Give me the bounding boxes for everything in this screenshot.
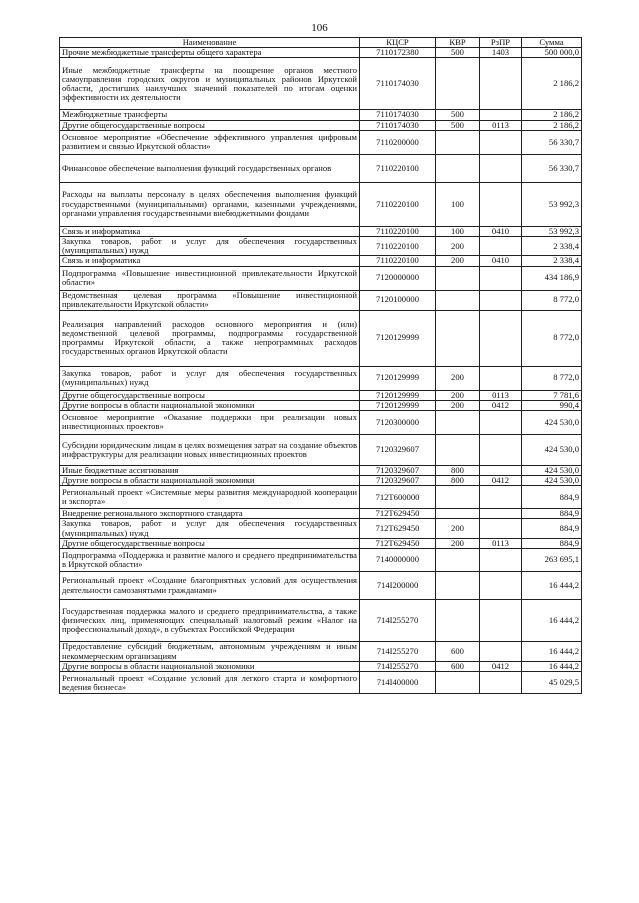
table-row <box>60 120 582 130</box>
cell-rzpr: 0412 <box>480 662 522 672</box>
cell-kcsr: 712T629450 <box>360 538 436 548</box>
table-row <box>60 266 582 290</box>
cell-name: Субсидии юридическим лицам в целях возмещения затрат на создание объектов инфраструктуры для реализации новых инвестиционных проектов <box>60 434 360 465</box>
cell-sum: 56 330,7 <box>522 130 582 154</box>
cell-rzpr: 0410 <box>480 226 522 236</box>
cell-kvr: 200 <box>436 519 480 538</box>
cell-kvr: 100 <box>436 182 480 226</box>
cell-kcsr: 7110174030 <box>360 110 436 120</box>
cell-rzpr <box>480 642 522 662</box>
cell-name: Иные межбюджетные трансферты на поощрение органов местного самоуправления городских округов и муниципальных районов Иркутской области, достигших наилучших значений показателей по итогам оценки эффективности их деятельности <box>60 58 360 110</box>
cell-name: Прочие межбюджетные трансферты общего характера <box>60 48 360 58</box>
cell-kcsr: 7120100000 <box>360 290 436 310</box>
cell-name: Региональный проект «Создание благоприятных условий для осуществления деятельности самозанятыми гражданами» <box>60 572 360 600</box>
cell-sum: 16 444,2 <box>522 642 582 662</box>
cell-sum: 2 186,2 <box>522 120 582 130</box>
cell-kvr <box>436 266 480 290</box>
cell-kcsr: 714I255270 <box>360 600 436 642</box>
cell-rzpr <box>480 310 522 366</box>
cell-name: Другие вопросы в области национальной экономики <box>60 662 360 672</box>
table-row <box>60 236 582 255</box>
table-row <box>60 182 582 226</box>
cell-sum: 263 695,1 <box>522 549 582 572</box>
cell-sum: 56 330,7 <box>522 154 582 182</box>
cell-rzpr <box>480 236 522 255</box>
cell-kvr <box>436 58 480 110</box>
cell-rzpr <box>480 434 522 465</box>
cell-kvr: 600 <box>436 662 480 672</box>
cell-rzpr: 0412 <box>480 400 522 410</box>
header-name: Наименование <box>60 38 360 48</box>
cell-rzpr <box>480 58 522 110</box>
page-number: 106 <box>311 22 328 34</box>
cell-sum: 434 186,9 <box>522 266 582 290</box>
cell-name: Связь и информатика <box>60 256 360 266</box>
cell-sum: 16 444,2 <box>522 662 582 672</box>
cell-sum: 884,9 <box>522 538 582 548</box>
cell-sum: 2 186,2 <box>522 110 582 120</box>
table-row <box>60 226 582 236</box>
cell-rzpr <box>480 519 522 538</box>
table-row <box>60 434 582 465</box>
cell-name: Закупка товаров, работ и услуг для обеспечения государственных (муниципальных) нужд <box>60 366 360 390</box>
cell-kcsr: 7110172380 <box>360 48 436 58</box>
budget-table <box>59 37 582 694</box>
table-row <box>60 519 582 538</box>
cell-name: Реализация направлений расходов основного мероприятия и (или) ведомственной целевой программы, подпрограммы государственной программы Иркутской области, а также непрограммных расходов государственных органов Иркутской области <box>60 310 360 366</box>
cell-rzpr <box>480 672 522 694</box>
cell-rzpr <box>480 572 522 600</box>
cell-kvr: 600 <box>436 642 480 662</box>
cell-kvr <box>436 434 480 465</box>
cell-kcsr: 7120129999 <box>360 366 436 390</box>
cell-kvr: 200 <box>436 390 480 400</box>
cell-name: Государственная поддержка малого и среднего предпринимательства, а также физических лиц, применяющих специальный налоговый режим «Налог на профессиональный доход», в субъектах Российской Федерации <box>60 600 360 642</box>
cell-kcsr: 7120329607 <box>360 465 436 475</box>
header-kvr: КВР <box>436 38 480 48</box>
cell-kcsr: 712T629450 <box>360 509 436 519</box>
cell-kvr <box>436 310 480 366</box>
table-row <box>60 390 582 400</box>
cell-kvr <box>436 154 480 182</box>
cell-kcsr: 7110220100 <box>360 182 436 226</box>
cell-kcsr: 7110220100 <box>360 256 436 266</box>
table-row <box>60 366 582 390</box>
cell-rzpr <box>480 366 522 390</box>
cell-kvr <box>436 600 480 642</box>
cell-rzpr <box>480 266 522 290</box>
cell-kcsr: 7120129999 <box>360 310 436 366</box>
cell-rzpr <box>480 110 522 120</box>
table-row <box>60 672 582 694</box>
cell-sum: 884,9 <box>522 509 582 519</box>
header-rzpr: РзПР <box>480 38 522 48</box>
cell-kvr: 200 <box>436 400 480 410</box>
cell-sum: 8 772,0 <box>522 310 582 366</box>
cell-kvr: 100 <box>436 226 480 236</box>
cell-kvr: 800 <box>436 465 480 475</box>
cell-sum: 2 186,2 <box>522 58 582 110</box>
cell-rzpr <box>480 509 522 519</box>
cell-sum: 2 338,4 <box>522 256 582 266</box>
table-row <box>60 538 582 548</box>
table-row <box>60 549 582 572</box>
cell-sum: 884,9 <box>522 486 582 509</box>
cell-name: Подпрограмма «Повышение инвестиционной привлекательности Иркутской области» <box>60 266 360 290</box>
table-row <box>60 310 582 366</box>
cell-kvr <box>436 410 480 434</box>
header-kcsr: КЦСР <box>360 38 436 48</box>
cell-kvr <box>436 672 480 694</box>
table-row <box>60 600 582 642</box>
cell-name: Основное мероприятие «Обеспечение эффективного управления цифровым развитием и связью Иркутской области» <box>60 130 360 154</box>
cell-kvr: 500 <box>436 48 480 58</box>
table-row <box>60 130 582 154</box>
cell-sum: 424 530,0 <box>522 410 582 434</box>
cell-name: Ведомственная целевая программа «Повышение инвестиционной привлекательности Иркутской области» <box>60 290 360 310</box>
cell-name: Основное мероприятие «Оказание поддержки при реализации новых инвестиционных проектов» <box>60 410 360 434</box>
cell-name: Региональный проект «Создание условий для легкого старта и комфортного ведения бизнеса» <box>60 672 360 694</box>
cell-sum: 53 992,3 <box>522 182 582 226</box>
cell-kvr: 800 <box>436 476 480 486</box>
cell-sum: 2 338,4 <box>522 236 582 255</box>
cell-kcsr: 7110174030 <box>360 58 436 110</box>
cell-sum: 16 444,2 <box>522 572 582 600</box>
table-row <box>60 662 582 672</box>
cell-sum: 45 029,5 <box>522 672 582 694</box>
cell-rzpr: 0410 <box>480 256 522 266</box>
cell-kvr: 200 <box>436 366 480 390</box>
table-row <box>60 572 582 600</box>
table-row <box>60 410 582 434</box>
cell-kcsr: 7120329607 <box>360 476 436 486</box>
cell-kvr <box>436 572 480 600</box>
cell-kvr: 500 <box>436 110 480 120</box>
cell-kvr: 200 <box>436 236 480 255</box>
cell-name: Закупка товаров, работ и услуг для обеспечения государственных (муниципальных) нужд <box>60 236 360 255</box>
cell-kcsr: 712T600000 <box>360 486 436 509</box>
cell-kcsr: 7120329607 <box>360 434 436 465</box>
cell-sum: 990,4 <box>522 400 582 410</box>
cell-name: Межбюджетные трансферты <box>60 110 360 120</box>
cell-kcsr: 712T629450 <box>360 519 436 538</box>
cell-rzpr: 0113 <box>480 120 522 130</box>
table-row <box>60 154 582 182</box>
table-row <box>60 486 582 509</box>
cell-kcsr: 7110200000 <box>360 130 436 154</box>
cell-rzpr <box>480 130 522 154</box>
table-row <box>60 642 582 662</box>
cell-name: Закупка товаров, работ и услуг для обеспечения государственных (муниципальных) нужд <box>60 519 360 538</box>
cell-kcsr: 7110220100 <box>360 154 436 182</box>
cell-rzpr <box>480 182 522 226</box>
cell-name: Иные бюджетные ассигнования <box>60 465 360 475</box>
cell-rzpr <box>480 154 522 182</box>
cell-kcsr: 7120129999 <box>360 400 436 410</box>
cell-sum: 424 530,0 <box>522 434 582 465</box>
table-row <box>60 48 582 58</box>
cell-kcsr: 7140000000 <box>360 549 436 572</box>
cell-kcsr: 7120000000 <box>360 266 436 290</box>
cell-rzpr <box>480 549 522 572</box>
cell-sum: 8 772,0 <box>522 366 582 390</box>
table-row <box>60 256 582 266</box>
table-header-row <box>60 38 582 48</box>
cell-kcsr: 714I400000 <box>360 672 436 694</box>
cell-sum: 884,9 <box>522 519 582 538</box>
cell-kcsr: 714I200000 <box>360 572 436 600</box>
cell-kvr: 200 <box>436 538 480 548</box>
cell-rzpr: 0113 <box>480 390 522 400</box>
cell-rzpr: 0113 <box>480 538 522 548</box>
cell-name: Расходы на выплаты персоналу в целях обеспечения выполнения функций государственными (муниципальными) органами, казенными учреждениями, органами управления государственными внебюджетными фондами <box>60 182 360 226</box>
cell-sum: 424 530,0 <box>522 465 582 475</box>
cell-kvr <box>436 509 480 519</box>
cell-rzpr: 0412 <box>480 476 522 486</box>
header-sum: Сумма <box>522 38 582 48</box>
cell-kcsr: 7110220100 <box>360 226 436 236</box>
cell-name: Региональный проект «Системные меры развития международной кооперации и экспорта» <box>60 486 360 509</box>
cell-name: Другие общегосударственные вопросы <box>60 390 360 400</box>
cell-sum: 7 781,6 <box>522 390 582 400</box>
cell-kvr <box>436 130 480 154</box>
cell-kvr <box>436 290 480 310</box>
table-row <box>60 476 582 486</box>
cell-kcsr: 714I255270 <box>360 662 436 672</box>
cell-name: Подпрограмма «Поддержка и развитие малого и среднего предпринимательства в Иркутской области» <box>60 549 360 572</box>
cell-kcsr: 7110174030 <box>360 120 436 130</box>
cell-sum: 500 000,0 <box>522 48 582 58</box>
cell-rzpr <box>480 290 522 310</box>
table-row <box>60 110 582 120</box>
cell-rzpr <box>480 600 522 642</box>
table-row <box>60 465 582 475</box>
cell-rzpr <box>480 486 522 509</box>
table-row <box>60 400 582 410</box>
cell-kcsr: 7120300000 <box>360 410 436 434</box>
cell-sum: 16 444,2 <box>522 600 582 642</box>
cell-kcsr: 7110220100 <box>360 236 436 255</box>
cell-name: Внедрение регионального экспортного стандарта <box>60 509 360 519</box>
cell-rzpr <box>480 465 522 475</box>
cell-name: Связь и информатика <box>60 226 360 236</box>
cell-kvr <box>436 549 480 572</box>
table-row <box>60 58 582 110</box>
cell-sum: 53 992,3 <box>522 226 582 236</box>
cell-rzpr <box>480 410 522 434</box>
cell-kcsr: 714I255270 <box>360 642 436 662</box>
cell-name: Другие вопросы в области национальной экономики <box>60 400 360 410</box>
table-row <box>60 509 582 519</box>
cell-kcsr: 7120129999 <box>360 390 436 400</box>
cell-kvr: 500 <box>436 120 480 130</box>
cell-sum: 8 772,0 <box>522 290 582 310</box>
cell-kvr: 200 <box>436 256 480 266</box>
cell-name: Другие вопросы в области национальной экономики <box>60 476 360 486</box>
cell-kvr <box>436 486 480 509</box>
cell-rzpr: 1403 <box>480 48 522 58</box>
cell-name: Финансовое обеспечение выполнения функций государственных органов <box>60 154 360 182</box>
cell-name: Другие общегосударственные вопросы <box>60 538 360 548</box>
cell-sum: 424 530,0 <box>522 476 582 486</box>
cell-name: Другие общегосударственные вопросы <box>60 120 360 130</box>
cell-name: Предоставление субсидий бюджетным, автономным учреждениям и иным некоммерческим организациям <box>60 642 360 662</box>
table-row <box>60 290 582 310</box>
table-body <box>60 48 582 694</box>
